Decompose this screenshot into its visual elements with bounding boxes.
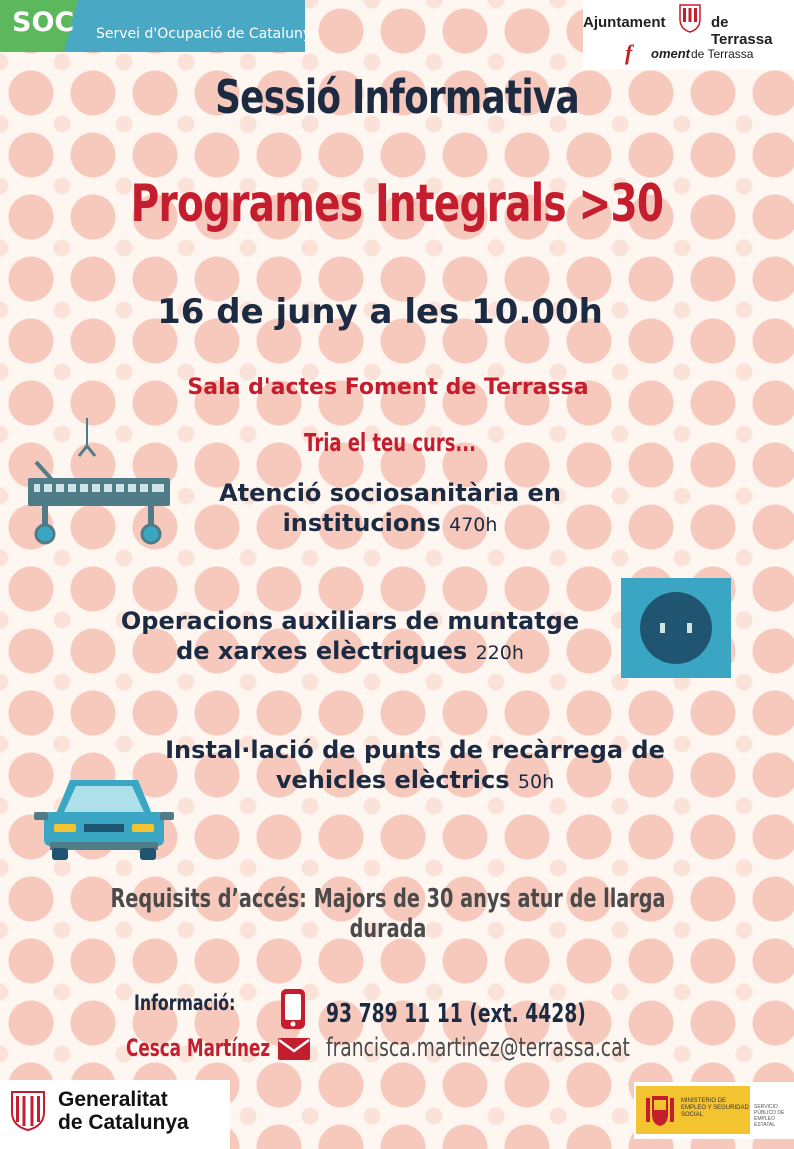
- course-hours: 220h: [475, 642, 524, 664]
- contact-label: Informació:: [134, 991, 236, 1015]
- foment-f-mark: f: [625, 40, 633, 65]
- requirements-text: Requisits d’accés: Majors de 30 anys atur de llarga durada: [110, 884, 666, 944]
- generalitat-emblem-icon: [8, 1088, 48, 1132]
- ministry-name: MINISTERIO DE EMPLEO Y SEGURIDAD SOCIAL: [681, 1098, 749, 1118]
- course-title-line1: Operacions auxiliars de muntatge: [120, 607, 580, 635]
- page-title: Sessió Informativa: [215, 70, 579, 124]
- foment-word: oment: [651, 46, 690, 61]
- foment-city: de Terrassa: [691, 47, 754, 61]
- course-title-line2: vehicles elèctrics: [275, 766, 510, 794]
- contact-phone[interactable]: 93 789 11 11 (ext. 4428): [326, 999, 586, 1029]
- ajuntament-label: Ajuntament: [583, 14, 666, 31]
- course-title-line2: institucions: [282, 509, 441, 537]
- power-outlet-icon: [621, 578, 731, 678]
- course-item: [170, 478, 610, 540]
- hospital-bed-icon: [26, 416, 174, 548]
- contact-name: Cesca Martínez: [126, 1034, 271, 1062]
- email-icon: [278, 1038, 310, 1060]
- terrassa-shield-icon: [678, 3, 702, 33]
- generalitat-name: [58, 1088, 228, 1134]
- session-venue: Sala d'actes Foment de Terrassa: [187, 375, 589, 400]
- phone-icon: [280, 988, 306, 1030]
- ajuntament-city: de Terrassa: [711, 14, 773, 48]
- course-title-line1: Instal·lació de punts de recàrrega de: [165, 736, 665, 764]
- soc-full-name: Servei d'Ocupació de Catalunya: [96, 26, 320, 42]
- soc-short-name: SOC: [12, 7, 75, 38]
- course-item: [125, 735, 705, 797]
- course-title-line2: de xarxes elèctriques: [176, 637, 468, 665]
- generalitat-line2: de Catalunya: [58, 1111, 189, 1134]
- course-hours: 50h: [517, 771, 555, 793]
- contact-email[interactable]: francisca.martinez@terrassa.cat: [326, 1033, 630, 1063]
- page-subtitle: Programes Integrals >30: [130, 174, 664, 234]
- session-date: 16 de juny a les 10.00h: [157, 292, 603, 332]
- spain-coat-of-arms-icon: [644, 1092, 676, 1128]
- course-title-line1: Atenció sociosanitària en: [219, 479, 561, 507]
- ministry-service: SERVICIO PÚBLICO DE EMPLEO ESTATAL: [754, 1104, 785, 1128]
- course-hours: 470h: [449, 514, 498, 536]
- course-prompt: Tria el teu curs...: [304, 428, 476, 457]
- course-item: [80, 606, 620, 668]
- generalitat-line1: Generalitat: [58, 1088, 168, 1111]
